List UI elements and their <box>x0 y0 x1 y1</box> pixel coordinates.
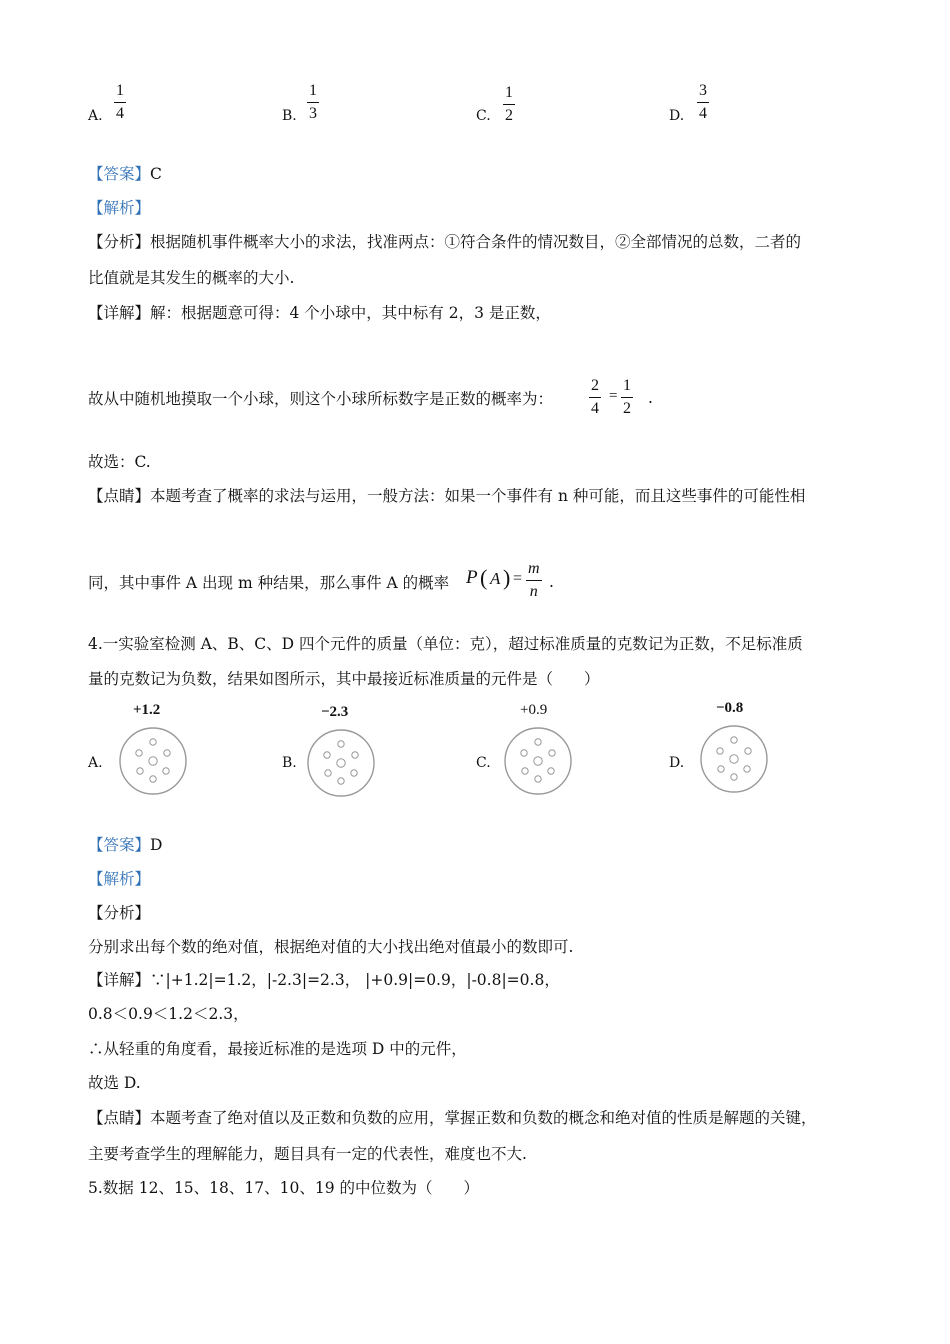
fraction: 1 2 <box>505 84 513 124</box>
q3-fenxi-line1: 【分析】根据随机事件概率大小的求法，找准两点：①符合条件的情况数目，②全部情况的总数，二者的 <box>88 233 802 251</box>
q3-choice: 故选：C. <box>88 453 151 471</box>
mass-label: −0.8 <box>716 700 744 716</box>
component-icon <box>118 726 188 796</box>
period: . <box>549 573 554 591</box>
mass-label: +0.9 <box>520 702 548 718</box>
q4-stem-line1: 4.一实验室检测 A、B、C、D 四个元件的质量（单位：克），超过标准质量的克数记为正数，不足标准质 <box>88 635 803 653</box>
option-label: A. <box>88 755 103 771</box>
q4-fenxi-text: 分别求出每个数的绝对值，根据绝对值的大小找出绝对值最小的数即可. <box>88 938 574 956</box>
q4-answer: 【答案】D <box>88 836 163 854</box>
q4-compare: 0.8＜0.9＜1.2＜2.3， <box>88 1005 249 1023</box>
q3-analysis-tag: 【解析】 <box>88 199 151 217</box>
equals-sign: = <box>609 388 618 404</box>
q3-fenxi-line2: 比值就是其发生的概率的大小. <box>88 269 295 287</box>
q4-choice: 故选 D. <box>88 1074 141 1092</box>
option-label: B. <box>282 755 297 771</box>
paren-close: ) <box>503 565 511 590</box>
equals-sign: = <box>513 570 523 587</box>
period: . <box>648 389 653 407</box>
component-icon <box>306 728 376 798</box>
fraction: 2 4 <box>591 377 599 417</box>
q4-stem-line2: 量的克数记为负数，结果如图所示，其中最接近标准质量的元件是（ ） <box>88 670 600 688</box>
q4-dianjing-line2: 主要考查学生的理解能力，题目具有一定的代表性，难度也不大. <box>88 1145 527 1163</box>
q3-dianjing-line1: 【点睛】本题考查了概率的求法与运用，一般方法：如果一个事件有 n 种可能，而且这些事件的可能性相 <box>88 487 806 505</box>
q4-conclusion: ∴从轻重的角度看，最接近标准的是选项 D 中的元件， <box>88 1040 467 1058</box>
formula-a: A <box>490 569 501 588</box>
q4-fenxi-tag: 【分析】 <box>88 904 151 922</box>
option-label: C. <box>476 755 491 771</box>
q3-dianjing-line2: 同，其中事件 A 出现 m 种结果，那么事件 A 的概率 <box>88 574 450 592</box>
option-label: D. <box>669 755 685 771</box>
formula-p: P <box>466 567 478 588</box>
q4-xiangjie: 【详解】∵|+1.2|=1.2，|-2.3|=2.3， |+0.9|=0.9，|-0.8|=0.8， <box>88 971 560 989</box>
q3-xiangjie: 【详解】解：根据题意可得：4 个小球中，其中标有 2，3 是正数， <box>88 304 551 322</box>
option-label: C. <box>476 108 491 124</box>
fraction: 1 4 <box>116 82 124 122</box>
paren-open: ( <box>480 565 488 590</box>
component-icon <box>699 724 769 794</box>
option-label: A. <box>88 108 103 124</box>
mass-label: +1.2 <box>133 702 161 718</box>
component-icon <box>503 726 573 796</box>
q3-prob-line: 故从中随机地摸取一个小球，则这个小球所标数字是正数的概率为： <box>88 390 554 408</box>
q4-dianjing-line1: 【点睛】本题考查了绝对值以及正数和负数的应用，掌握正数和负数的概念和绝对值的性质是解题的关键， <box>88 1109 817 1127</box>
fraction: 1 2 <box>623 377 631 417</box>
q5-stem: 5.数据 12、15、18、17、10、19 的中位数为（ ） <box>88 1179 479 1197</box>
fraction: 3 4 <box>699 82 707 122</box>
option-label: D. <box>669 108 685 124</box>
mass-label: −2.3 <box>321 704 349 720</box>
option-label: B. <box>282 108 297 124</box>
fraction: m n <box>528 560 540 600</box>
q3-answer: 【答案】C <box>88 165 162 183</box>
fraction: 1 3 <box>309 82 317 122</box>
q4-analysis-tag: 【解析】 <box>88 870 151 888</box>
